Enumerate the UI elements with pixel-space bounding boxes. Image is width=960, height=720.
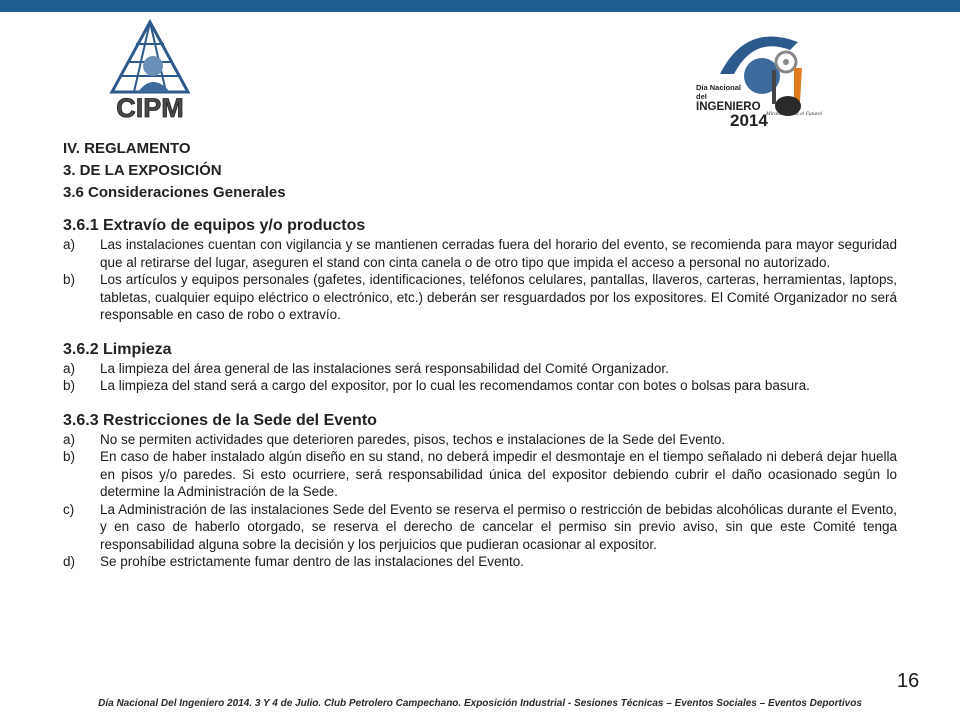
item-marker: b)	[63, 449, 76, 464]
item-text: La limpieza del stand será a cargo del expositor, por lo cual les recomendamos contar con botes o bolsas para basura.	[100, 378, 810, 393]
item-marker: c)	[63, 501, 75, 517]
svg-text:2014: 2014	[730, 111, 768, 130]
list-item	[63, 448, 897, 501]
section-extravio	[63, 216, 897, 324]
list-item	[63, 360, 897, 378]
cipm-logo	[98, 18, 202, 122]
list-item	[63, 377, 897, 395]
item-text: La limpieza del área general de las instalaciones será responsabilidad del Comité Organizador.	[100, 360, 669, 376]
section-restricciones	[63, 411, 897, 571]
section-title: 3.6.3 Restricciones de la Sede del Evento	[63, 411, 377, 429]
svg-text:CIPM: CIPM	[116, 93, 184, 122]
list-item	[63, 236, 897, 271]
document-content	[63, 138, 897, 571]
list-item	[63, 501, 897, 554]
item-text: Los artículos y equipos personales (gafetes, identificaciones, teléfonos celulares, pantallas, llaveros, carteras, herramientas, laptops, tabletas, cualquier equipo eléctrico o electrónico, etc.) deberán ser resguardados por los expositores. El Comité Organizador no será responsable en caso de robo o extravío.	[100, 272, 897, 322]
heading-consideraciones: 3.6 Consideraciones Generales	[63, 184, 286, 201]
footer: Día Nacional Del Ingeniero 2014. 3 Y 4 de Julio. Club Petrolero Campechano. Exposición Industrial - Sesiones Técnicas – Eventos Sociales – Eventos Deportivos	[98, 698, 862, 709]
list-item	[63, 431, 897, 449]
item-list	[63, 360, 897, 395]
item-marker: b)	[63, 378, 76, 393]
item-marker: a)	[63, 237, 76, 252]
list-item	[63, 553, 897, 571]
heading-reglamento: IV. REGLAMENTO	[63, 140, 191, 157]
item-text: Se prohíbe estrictamente fumar dentro de las instalaciones del Evento.	[100, 554, 524, 569]
item-text: En caso de haber instalado algún diseño en su stand, no deberá impedir el desmontaje en el tiempo señalado ni deberá dejar huella en pisos y/o paredes. Si esto ocurriere, será responsabilidad única del expositor debiendo cubrir el daño ocasionado según lo determine la Administración de la Sede.	[100, 449, 897, 499]
item-list	[63, 236, 897, 324]
item-marker: d)	[63, 554, 76, 569]
section-title: 3.6.2 Limpieza	[63, 340, 172, 358]
item-marker: a)	[63, 360, 76, 376]
heading-exposicion: 3. DE LA EXPOSICIÓN	[63, 162, 222, 179]
section-limpieza	[63, 340, 897, 395]
list-item	[63, 271, 897, 324]
item-text: La Administración de las instalaciones Sede del Evento se reserva el permiso o restricción de bebidas alcohólicas durante el Evento, y en caso de haberlo otorgado, se reserva el derecho de cancelar el permiso sin previo aviso, sin que este Comité tenga responsabilidad alguna sobre la decisión y los perjuicios que pudieran ocasionar al expositor.	[100, 501, 897, 552]
item-text: No se permiten actividades que deterioren paredes, pisos, techos e instalaciones de la Sede del Evento.	[100, 431, 726, 447]
item-marker: b)	[63, 272, 76, 287]
top-bar	[0, 0, 960, 12]
page-number: 16	[897, 670, 920, 692]
section-title: 3.6.1 Extravío de equipos y/o productos	[63, 217, 366, 234]
svg-text:INGENIERO: INGENIERO	[696, 101, 761, 113]
svg-text:del: del	[696, 92, 707, 101]
svg-text:Mirando hacia el Futuro!: Mirando hacia el Futuro!	[766, 111, 823, 117]
item-marker: a)	[63, 431, 76, 447]
item-text: Las instalaciones cuentan con vigilancia y se mantienen cerradas fuera del horario del evento, se recomienda para mayor seguridad que al retirarse del lugar, aseguren el stand con cinta canela o de otro tipo que impida el acceso a personal no autorizado.	[100, 237, 897, 270]
dia-ingeniero-logo	[690, 22, 840, 140]
svg-text:Día Nacional: Día Nacional	[696, 83, 742, 92]
item-list	[63, 431, 897, 571]
